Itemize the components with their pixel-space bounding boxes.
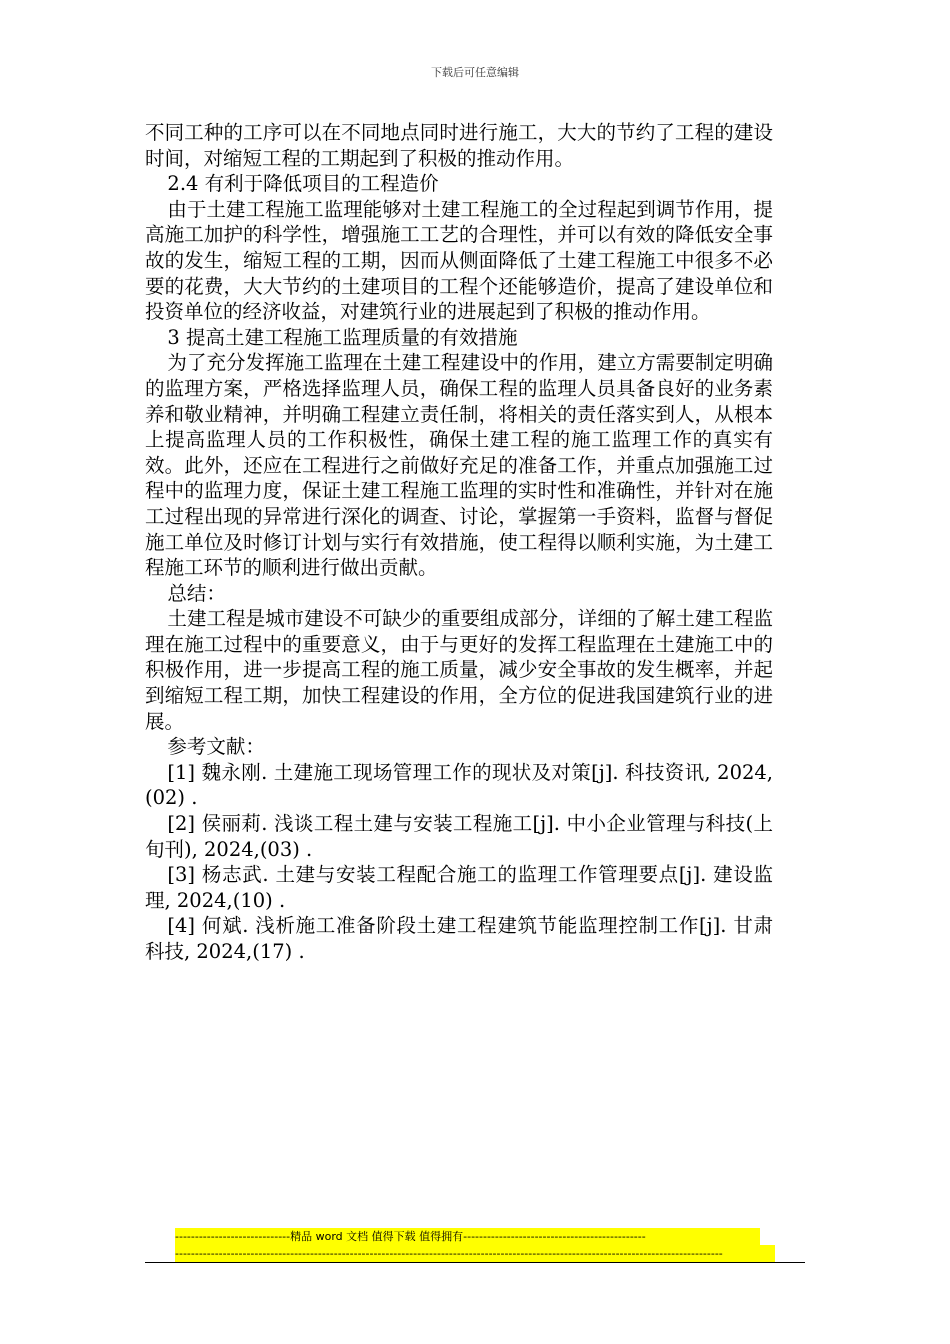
footer-banner-line-2: ------------------------------------------------------------------------------------------------------------------------------------------ [175, 1245, 775, 1263]
reference-item-1: [1] 魏永刚. 土建施工现场管理工作的现状及对策[j]. 科技资讯, 2024,(02) . [145, 760, 773, 810]
references-heading: 参考文献： [167, 735, 265, 759]
reference-item-3: [3] 杨志武. 土建与安装工程配合施工的监理工作管理要点[j]. 建设监理, 2024,(10) . [145, 863, 773, 912]
document-body [145, 120, 773, 965]
section-heading-2-4: 2.4 有利于降低项目的工程造价 [167, 172, 439, 196]
reference-item-2: [2] 侯丽莉. 浅谈工程土建与安装工程施工[j]. 中小企业管理与科技(上旬刊), 2024,(03) . [145, 812, 773, 861]
summary-heading: 总结： [167, 581, 226, 605]
paragraph-3-body: 为了充分发挥施工监理在土建工程建设中的作用，建立方需要制定明确的监理方案，严格选择监理人员，确保工程的监理人员具备良好的业务素养和敬业精神，并明确工程建立责任制，将相关的责任落实到人，从根本上提高监理人员的工作积极性，确保土建工程的施工监理工作的真实有效。此外，还应在工程进行之前做好充足的准备工作，并重点加强施工过程中的监理力度，保证土建工程施工监理的实时性和准确性，并针对在施工过程出现的异常进行深化的调查、讨论，掌握第一手资料，监督与督促施工单位及时修订计划与实行有效措施，使工程得以顺利实施，为土建工程施工环节的顺利进行做出贡献。 [145, 351, 773, 580]
reference-item-4: [4] 何斌. 浅析施工准备阶段土建工程建筑节能监理控制工作[j]. 甘肃科技, 2024,(17) . [145, 914, 773, 963]
section-heading-3: 3 提高土建工程施工监理质量的有效措施 [167, 325, 518, 349]
paragraph-1: 不同工种的工序可以在不同地点同时进行施工，大大的节约了工程的建设时间，对缩短工程的工期起到了积极的推动作用。 [145, 121, 773, 170]
footer-banner-line-1: -----------------------------精品 word 文档 值得下载 值得拥有---------------------------------------------- [175, 1228, 760, 1246]
paragraph-2-4-body: 由于土建工程施工监理能够对土建工程施工的全过程起到调节作用，提高施工加护的科学性，增强施工工艺的合理性，并可以有效的降低安全事故的发生，缩短工程的工期，因而从侧面降低了土建工程施工中很多不必要的花费，大大节约的土建项目的工程个还能够造价，提高了建设单位和投资单位的经济收益，对建筑行业的进展起到了积极的推动作用。 [145, 197, 773, 324]
summary-body: 土建工程是城市建设不可缺少的重要组成部分，详细的了解土建工程监理在施工过程中的重要意义，由于与更好的发挥工程监理在土建施工中的积极作用，进一步提高工程的施工质量，减少安全事故的发生概率，并起到缩短工程工期，加快工程建设的作用，全方位的促进我国建筑行业的进展。 [145, 607, 773, 733]
page-header: 下载后可任意编辑 [431, 66, 519, 79]
footer-divider [145, 1262, 805, 1263]
